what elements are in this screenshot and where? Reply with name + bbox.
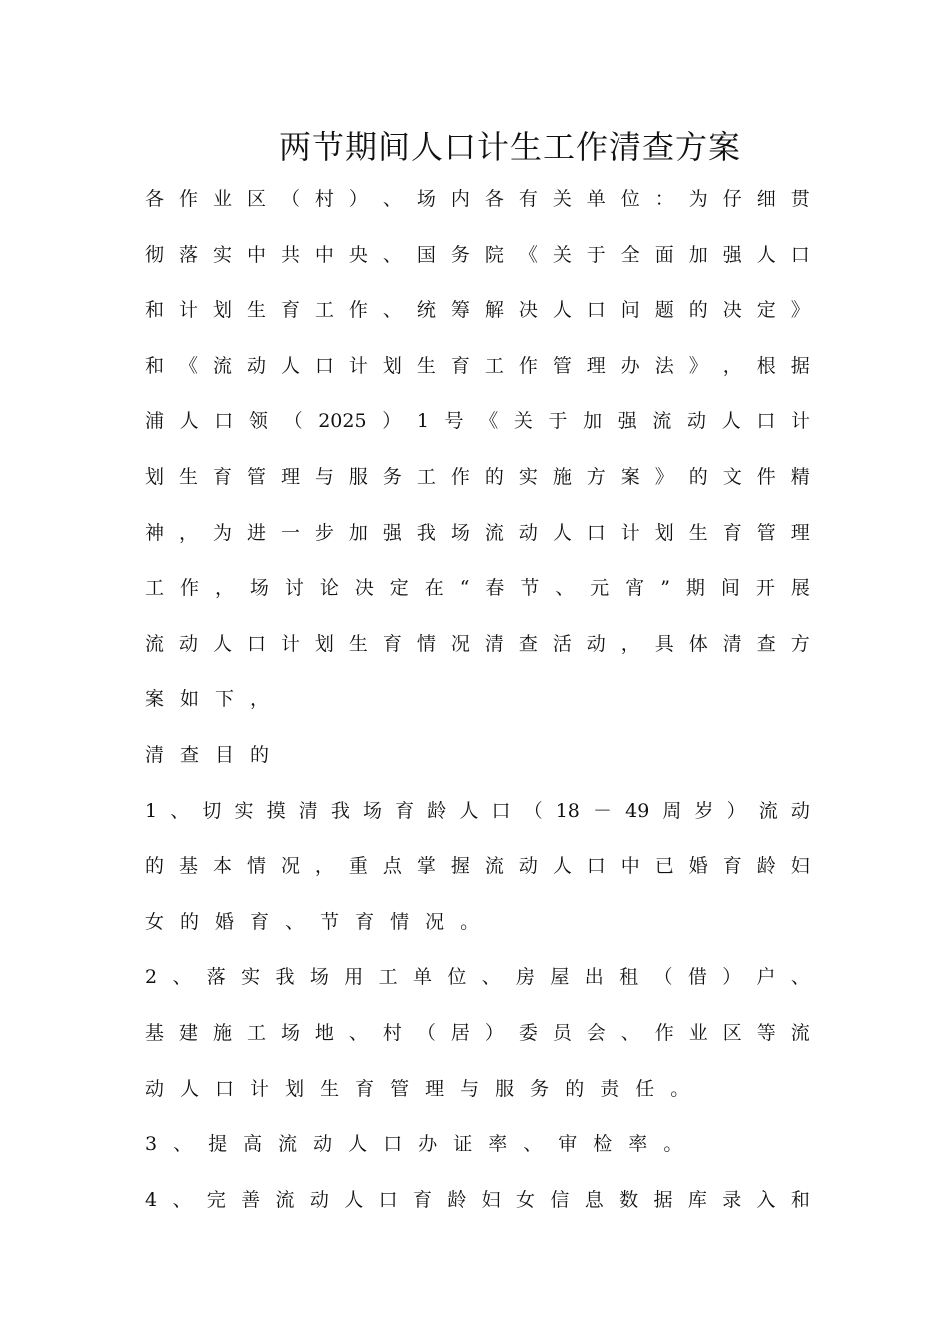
document-line: 划 生 育 管 理 与 服 务 工 作 的 实 施 方 案 》 的 文 件 精 bbox=[145, 465, 810, 488]
document-line: 女 的 婚 育 、 节 育 情 况 。 bbox=[145, 910, 496, 933]
document-line: 清 查 目 的 bbox=[145, 743, 286, 766]
document-body bbox=[145, 172, 810, 1228]
document-line: 彻 落 实 中 共 中 央 、 国 务 院 《 关 于 全 面 加 强 人 口 bbox=[145, 243, 810, 266]
document-line: 基 建 施 工 场 地 、 村 （ 居 ） 委 员 会 、 作 业 区 等 流 bbox=[145, 1021, 810, 1044]
document-line: 流 动 人 口 计 划 生 育 情 况 清 查 活 动 ， 具 体 清 查 方 bbox=[145, 632, 810, 655]
document-title: 两节期间人口计生工作清查方案 bbox=[278, 128, 741, 166]
document-line: 神 ， 为 进 一 步 加 强 我 场 流 动 人 口 计 划 生 育 管 理 bbox=[145, 521, 810, 544]
document-line: 浦 人 口 领 （ 2025 ） 1 号 《 关 于 加 强 流 动 人 口 计 bbox=[145, 410, 810, 433]
document-line: 动 人 口 计 划 生 育 管 理 与 服 务 的 责 任 。 bbox=[145, 1077, 706, 1100]
document-line: 工 作 ， 场 讨 论 决 定 在 “ 春 节 、 元 宵 ” 期 间 开 展 bbox=[145, 577, 810, 600]
document-line: 的 基 本 情 况 ， 重 点 掌 握 流 动 人 口 中 已 婚 育 龄 妇 bbox=[145, 855, 810, 878]
document-line: 3 、 提 高 流 动 人 口 办 证 率 、 审 检 率 。 bbox=[145, 1133, 699, 1156]
document-line: 各 作 业 区 （ 村 ） 、 场 内 各 有 关 单 位 ： 为 仔 细 贯 bbox=[145, 188, 810, 210]
document-line: 1 、 切 实 摸 清 我 场 育 龄 人 口 （ 18 － 49 周 岁 ） 流 动 bbox=[145, 799, 810, 822]
document-line: 4 、 完 善 流 动 人 口 育 龄 妇 女 信 息 数 据 库 录 入 和 bbox=[145, 1188, 810, 1211]
document-line: 和 计 划 生 育 工 作 、 统 筹 解 决 人 口 问 题 的 决 定 》 bbox=[145, 299, 810, 322]
document-line: 2 、 落 实 我 场 用 工 单 位 、 房 屋 出 租 （ 借 ） 户 、 bbox=[145, 966, 810, 989]
document-line: 和 《 流 动 人 口 计 划 生 育 工 作 管 理 办 法 》 ， 根 据 bbox=[145, 354, 810, 377]
document-line: 案 如 下 ， bbox=[145, 688, 286, 711]
